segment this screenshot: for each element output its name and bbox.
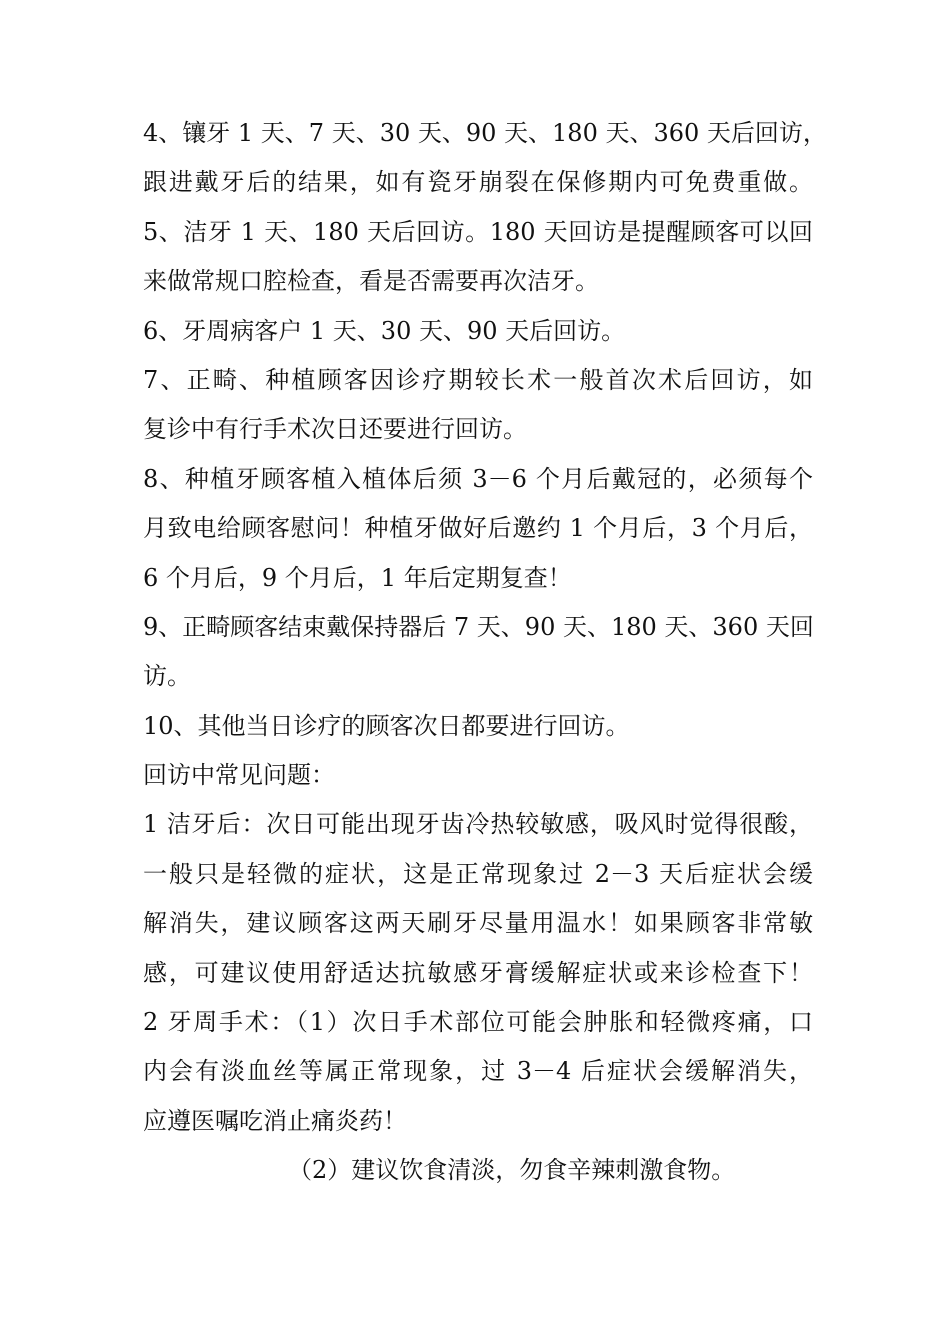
paragraph-line: 6、牙周病客户 1 天、30 天、90 天后回访。 — [143, 316, 626, 345]
paragraph-line: 应遵医嘱吃消止痛炎药！ — [143, 1106, 407, 1135]
paragraph-line: 解消失，建议顾客这两天刷牙尽量用温水！如果顾客非常敏 — [143, 909, 813, 938]
section-heading: 回访中常见问题： — [143, 761, 335, 790]
paragraph-line: 复诊中有行手术次日还要进行回访。 — [143, 415, 527, 444]
paragraph-line: 8、种植牙顾客植入植体后须 3－6 个月后戴冠的，必须每个 — [143, 464, 813, 493]
paragraph-line: 月致电给顾客慰问！种植牙做好后邀约 1 个月后，3 个月后， — [143, 514, 813, 543]
paragraph-line: （2）建议饮食清淡，勿食辛辣刺激食物。 — [288, 1156, 736, 1185]
paragraph-line: 访。 — [143, 662, 191, 691]
paragraph-line: 感，可建议使用舒适达抗敏感牙膏缓解症状或来诊检查下！ — [143, 958, 813, 987]
document-body — [143, 109, 827, 1196]
paragraph-line: 9、正畸顾客结束戴保持器后 7 天、90 天、180 天、360 天回 — [143, 612, 814, 641]
paragraph-line: 10、其他当日诊疗的顾客次日都要进行回访。 — [143, 711, 630, 740]
paragraph-line: 1 洁牙后：次日可能出现牙齿冷热较敏感，吸风时觉得很酸， — [143, 810, 813, 839]
paragraph-line: 跟进戴牙后的结果，如有瓷牙崩裂在保修期内可免费重做。 — [143, 168, 813, 197]
paragraph-line: 6 个月后，9 个月后，1 年后定期复查！ — [143, 563, 572, 592]
paragraph-line: 4、镶牙 1 天、7 天、30 天、90 天、180 天、360 天后回访， — [143, 119, 827, 147]
paragraph-line: 内会有淡血丝等属正常现象，过 3－4 后症状会缓解消失， — [143, 1057, 813, 1086]
paragraph-line: 一般只是轻微的症状，这是正常现象过 2－3 天后症状会缓 — [143, 859, 813, 888]
paragraph-line: 来做常规口腔检查，看是否需要再次洁牙。 — [143, 267, 599, 296]
paragraph-line: 5、洁牙 1 天、180 天后回访。180 天回访是提醒顾客可以回 — [143, 217, 813, 246]
paragraph-line: 2 牙周手术：（1）次日手术部位可能会肿胀和轻微疼痛，口 — [143, 1008, 813, 1037]
paragraph-line: 7、正畸、种植顾客因诊疗期较长术一般首次术后回访，如 — [143, 365, 813, 394]
